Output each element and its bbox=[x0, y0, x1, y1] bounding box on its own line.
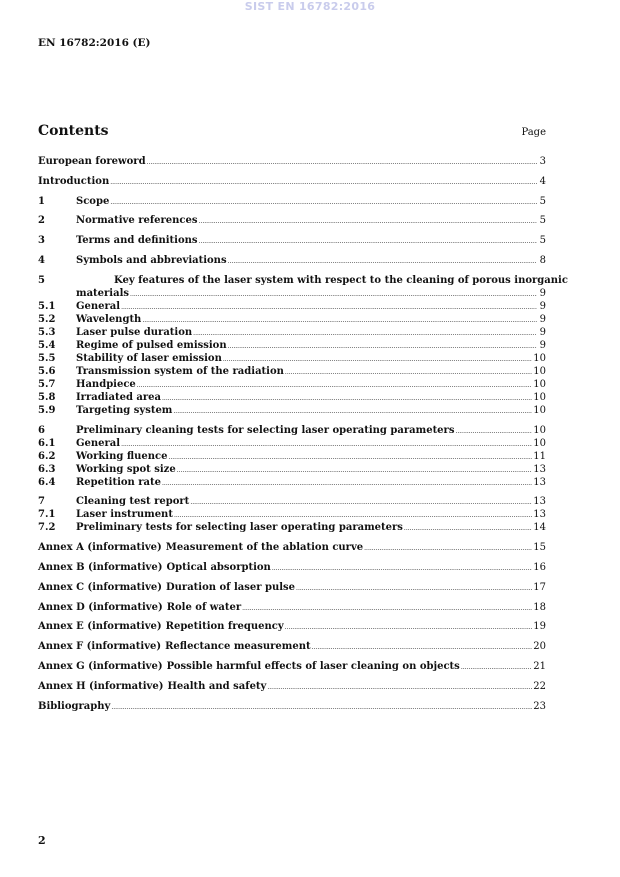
toc-entry-page: 8 bbox=[539, 254, 546, 266]
toc-entry-page: 19 bbox=[533, 621, 546, 633]
toc-entry-title: Optical absorption bbox=[166, 561, 271, 573]
toc-entry-page: 13 bbox=[533, 476, 546, 488]
dot-leader bbox=[110, 175, 537, 188]
dot-leader bbox=[162, 391, 532, 404]
toc-entry[interactable] bbox=[38, 581, 546, 594]
toc-entry-number: 6.3 bbox=[38, 463, 56, 475]
toc-entry[interactable] bbox=[38, 234, 546, 247]
toc-entry-title: Introduction bbox=[38, 175, 110, 187]
toc-entry[interactable] bbox=[38, 450, 546, 463]
toc-entry-page: 16 bbox=[533, 561, 546, 573]
toc-entry[interactable] bbox=[38, 339, 546, 352]
dot-leader bbox=[285, 620, 533, 633]
toc-entry-page: 10 bbox=[533, 404, 546, 416]
dot-leader bbox=[111, 700, 532, 713]
toc-entry-page: 5 bbox=[539, 235, 546, 247]
toc-entry-title: Bibliography bbox=[38, 700, 111, 712]
toc-entry-page: 10 bbox=[533, 424, 546, 436]
toc-entry-number: 1 bbox=[38, 195, 45, 207]
toc-entry-page: 10 bbox=[533, 365, 546, 377]
toc-entry[interactable] bbox=[38, 660, 546, 673]
toc-entry-title: Cleaning test report bbox=[76, 496, 190, 508]
dot-leader bbox=[199, 234, 537, 247]
toc-entry-title: Reflectance measurement bbox=[165, 641, 311, 653]
toc-entry-number: 6.1 bbox=[38, 437, 56, 449]
dot-leader bbox=[137, 378, 532, 391]
toc-annex-label: Annex E (informative) bbox=[38, 621, 162, 633]
toc-entry-number: 3 bbox=[38, 235, 45, 247]
toc-entry-title: Role of water bbox=[166, 601, 242, 613]
dot-leader bbox=[168, 450, 532, 463]
toc-entry[interactable] bbox=[38, 326, 546, 339]
toc-entry[interactable] bbox=[38, 214, 546, 227]
toc-entry-title: General bbox=[76, 300, 121, 312]
toc-entry-number: 7.2 bbox=[38, 522, 56, 534]
toc-entry-page: 13 bbox=[533, 463, 546, 475]
toc-entry-title: Possible harmful effects of laser cleaning on objects bbox=[166, 660, 460, 672]
toc-entry-number: 5 bbox=[38, 274, 45, 286]
toc-entry-title: Handpiece bbox=[76, 378, 136, 390]
page-column-label: Page bbox=[521, 127, 546, 138]
toc-entry-page: 20 bbox=[533, 641, 546, 653]
toc-entry-title: Duration of laser pulse bbox=[165, 581, 296, 593]
toc-entry-title: Terms and definitions bbox=[76, 235, 198, 247]
toc-entry-page: 10 bbox=[533, 391, 546, 403]
toc-entry[interactable] bbox=[38, 521, 546, 534]
dot-leader bbox=[242, 601, 532, 614]
toc-entry-title: General bbox=[76, 437, 121, 449]
toc-entry-title: Measurement of the ablation curve bbox=[165, 542, 364, 554]
toc-entry-page: 3 bbox=[539, 156, 546, 167]
toc-entry-title: Preliminary cleaning tests for selecting laser operating parameters bbox=[76, 424, 455, 436]
toc-entry-title: Working spot size bbox=[76, 463, 176, 475]
toc-entry-title: Targeting system bbox=[76, 404, 173, 416]
toc-entry[interactable] bbox=[38, 195, 546, 208]
toc-entry-title: Irradiated area bbox=[76, 391, 162, 403]
dot-leader bbox=[173, 404, 532, 417]
toc-entry[interactable] bbox=[38, 700, 546, 713]
toc-entry-title: Symbols and abbreviations bbox=[76, 254, 227, 266]
toc-entry[interactable] bbox=[38, 495, 546, 508]
toc-entry-page: 4 bbox=[539, 175, 546, 187]
toc-entry-page: 9 bbox=[539, 287, 546, 299]
toc-entry-title: Health and safety bbox=[167, 680, 267, 692]
toc-entry-title-continued: materials bbox=[76, 287, 130, 299]
toc-entry-page: 5 bbox=[539, 215, 546, 227]
toc-entry-number: 5.7 bbox=[38, 378, 56, 390]
toc-entry-title: Repetition frequency bbox=[165, 621, 284, 633]
toc-entry[interactable] bbox=[38, 365, 546, 378]
dot-leader bbox=[199, 214, 538, 227]
dot-leader bbox=[177, 463, 533, 476]
toc-annex-label: Annex G (informative) bbox=[38, 660, 163, 672]
toc-entry-number: 6 bbox=[38, 424, 45, 436]
toc-entry[interactable] bbox=[38, 254, 546, 267]
toc-entry-title: Laser instrument bbox=[76, 509, 173, 521]
toc-entry-page: 10 bbox=[533, 378, 546, 390]
toc-entry[interactable] bbox=[38, 476, 546, 489]
toc-entry-page: 21 bbox=[533, 660, 546, 672]
toc-entry-title: Laser pulse duration bbox=[76, 326, 193, 338]
toc-entry-number: 5.4 bbox=[38, 339, 56, 351]
dot-leader bbox=[228, 339, 537, 352]
document-id: EN 16782:2016 (E) bbox=[38, 37, 151, 49]
dot-leader bbox=[312, 640, 533, 653]
toc-entry-title: Key features of the laser system with respect to the cleaning of porous inorganic bbox=[114, 274, 568, 286]
toc-entry-page: 23 bbox=[533, 700, 546, 712]
toc-entry[interactable] bbox=[38, 404, 546, 417]
toc-entry-page: 17 bbox=[533, 581, 546, 593]
toc-entry-page: 13 bbox=[533, 509, 546, 521]
toc-entry-title: Scope bbox=[76, 195, 110, 207]
toc-entry-page: 10 bbox=[533, 352, 546, 364]
watermark: SIST EN 16782:2016 bbox=[244, 0, 376, 13]
toc-entry-title: European foreword bbox=[38, 156, 146, 167]
toc-entry[interactable] bbox=[38, 601, 546, 614]
toc-entry-page: 9 bbox=[539, 313, 546, 325]
toc-entry-page: 9 bbox=[539, 339, 546, 351]
toc-entry-number: 5.2 bbox=[38, 313, 56, 325]
toc-entry[interactable] bbox=[38, 680, 546, 693]
toc-annex-label: Annex A (informative) bbox=[38, 542, 162, 554]
toc-entry-title: Wavelength bbox=[76, 313, 142, 325]
toc-entry[interactable] bbox=[38, 175, 546, 188]
dot-leader bbox=[455, 424, 532, 437]
dot-leader bbox=[193, 326, 537, 339]
toc-entry-title: Regime of pulsed emission bbox=[76, 339, 227, 351]
toc-entry[interactable] bbox=[38, 155, 546, 168]
toc-entry[interactable] bbox=[38, 313, 546, 326]
toc-entry[interactable] bbox=[38, 463, 546, 476]
dot-leader bbox=[404, 521, 532, 534]
toc-entry-title: Preliminary tests for selecting laser operating parameters bbox=[76, 522, 403, 534]
toc-annex-label: Annex H (informative) bbox=[38, 680, 164, 692]
toc-entry[interactable] bbox=[38, 620, 546, 633]
toc-entry-number: 5.1 bbox=[38, 300, 56, 312]
toc-entry[interactable] bbox=[38, 391, 546, 404]
dot-leader bbox=[121, 300, 537, 313]
toc-entry-number: 7 bbox=[38, 496, 45, 508]
toc-entry-number: 5.8 bbox=[38, 391, 56, 403]
toc-entry-title: Stability of laser emission bbox=[76, 352, 222, 364]
toc-entry-number: 5.5 bbox=[38, 352, 56, 364]
dot-leader bbox=[147, 155, 537, 168]
dot-leader bbox=[364, 541, 532, 554]
dot-leader bbox=[174, 508, 532, 521]
toc-entry[interactable] bbox=[38, 300, 546, 313]
toc-entry-page: 15 bbox=[533, 542, 546, 554]
dot-leader bbox=[130, 287, 537, 300]
dot-leader bbox=[228, 254, 537, 267]
toc-entry[interactable] bbox=[38, 352, 546, 365]
contents-title: Contents bbox=[38, 123, 109, 139]
toc-annex-label: Annex D (informative) bbox=[38, 601, 163, 613]
dot-leader bbox=[272, 561, 532, 574]
toc-entry-page: 22 bbox=[533, 680, 546, 692]
toc-entry[interactable] bbox=[38, 424, 546, 437]
footer-page-number: 2 bbox=[38, 834, 46, 847]
toc-entry[interactable] bbox=[38, 640, 546, 653]
dot-leader bbox=[285, 365, 532, 378]
toc-entry-page: 9 bbox=[539, 326, 546, 338]
toc-entry-page: 9 bbox=[539, 300, 546, 312]
toc-entry-title: Normative references bbox=[76, 215, 198, 227]
toc-annex-label: Annex C (informative) bbox=[38, 581, 162, 593]
dot-leader bbox=[267, 680, 532, 693]
dot-leader bbox=[223, 352, 532, 365]
toc-entry[interactable] bbox=[38, 508, 546, 521]
toc-entry-number: 5.6 bbox=[38, 365, 56, 377]
toc-entry-page: 18 bbox=[533, 601, 546, 613]
dot-leader bbox=[190, 495, 532, 508]
toc-entry-title: Working fluence bbox=[76, 450, 168, 462]
toc-entry[interactable] bbox=[38, 561, 546, 574]
table-of-contents bbox=[38, 155, 568, 713]
toc-entry-page: 11 bbox=[533, 450, 546, 462]
dot-leader bbox=[110, 195, 537, 208]
toc-entry-title: Repetition rate bbox=[76, 476, 162, 488]
toc-entry-number: 7.1 bbox=[38, 509, 56, 521]
toc-annex-label: Annex F (informative) bbox=[38, 641, 162, 653]
toc-entry-number: 5.3 bbox=[38, 326, 56, 338]
toc-annex-label: Annex B (informative) bbox=[38, 561, 163, 573]
toc-entry-number: 4 bbox=[38, 254, 45, 266]
toc-entry-number: 6.2 bbox=[38, 450, 56, 462]
toc-entry-page: 10 bbox=[533, 437, 546, 449]
toc-entry-number: 6.4 bbox=[38, 476, 56, 488]
toc-entry[interactable] bbox=[38, 541, 546, 554]
toc-entry[interactable] bbox=[38, 437, 546, 450]
dot-leader bbox=[121, 437, 532, 450]
toc-entry-page: 13 bbox=[533, 496, 546, 508]
toc-entry-page: 5 bbox=[539, 195, 546, 207]
dot-leader bbox=[142, 313, 537, 326]
toc-entry-title: Transmission system of the radiation bbox=[76, 365, 284, 377]
dot-leader bbox=[162, 476, 532, 489]
toc-entry[interactable] bbox=[38, 274, 568, 300]
toc-entry[interactable] bbox=[38, 378, 546, 391]
toc-entry-page: 14 bbox=[533, 522, 546, 534]
toc-entry-number: 2 bbox=[38, 215, 45, 227]
dot-leader bbox=[296, 581, 532, 594]
dot-leader bbox=[461, 660, 532, 673]
toc-entry-number: 5.9 bbox=[38, 404, 56, 416]
